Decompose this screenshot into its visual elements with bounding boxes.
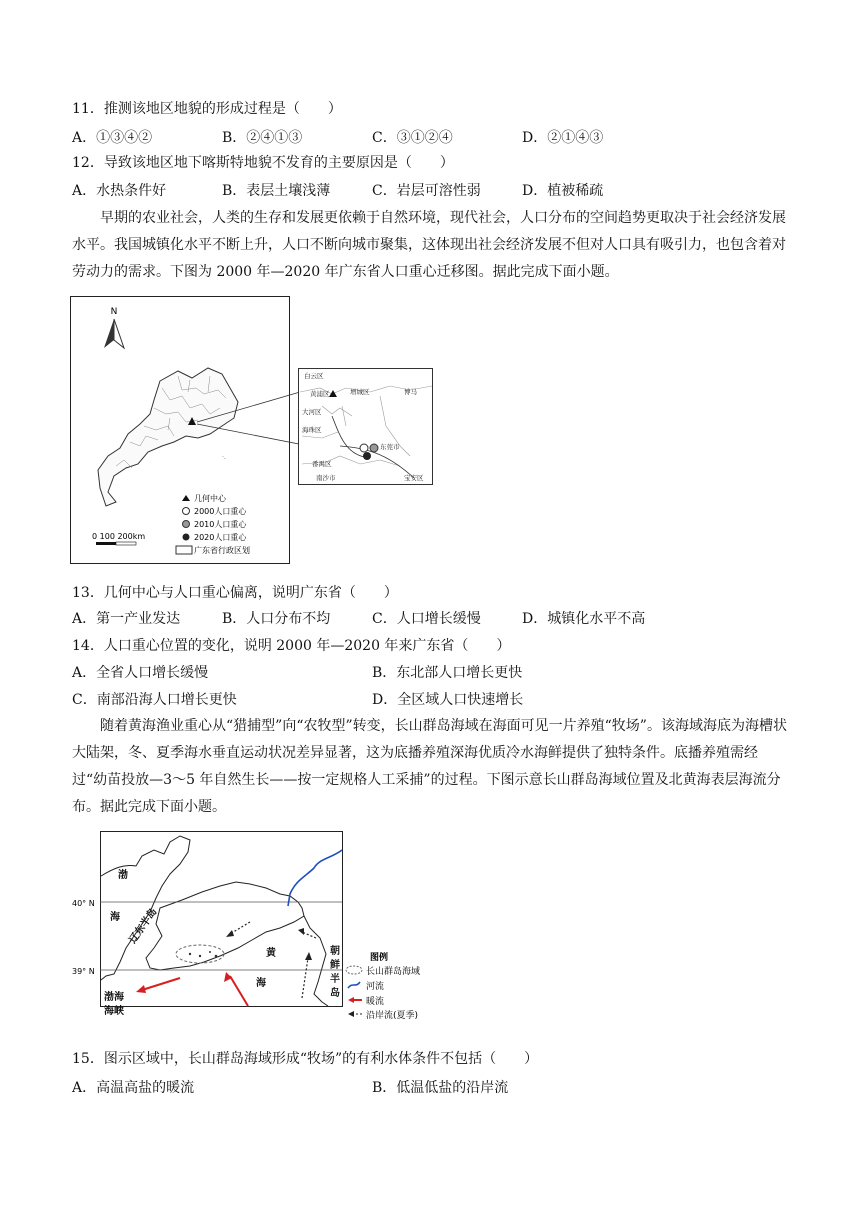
svg-text:黄: 黄 — [266, 948, 276, 959]
q12-stem: 12．导致该地区地下喀斯特地貌不发育的主要原因是（ ） — [72, 155, 454, 171]
inset-2020-marker — [363, 452, 371, 460]
q13-option-a: A．第一产业发达 — [72, 611, 181, 627]
svg-text:黄浦区: 黄浦区 — [310, 390, 330, 398]
svg-text:海峡: 海峡 — [104, 1006, 124, 1017]
svg-text:40° N: 40° N — [72, 899, 95, 908]
svg-text:半: 半 — [330, 974, 340, 985]
inset-2000-marker — [360, 444, 368, 452]
q14-stem: 14．人口重心位置的变化，说明 2000 年—2020 年来广东省（ ） — [72, 638, 511, 654]
svg-text:2010人口重心: 2010人口重心 — [194, 520, 247, 529]
svg-text:0 100 200km: 0 100 200km — [92, 532, 146, 541]
q13-option-b: B．人口分布不均 — [222, 611, 331, 627]
q15-option-a: A．高温高盐的暖流 — [72, 1080, 195, 1096]
svg-text:博马: 博马 — [404, 388, 417, 396]
svg-text:白云区: 白云区 — [304, 372, 324, 380]
legend-2000-icon — [183, 508, 190, 515]
svg-text:图例: 图例 — [370, 953, 389, 963]
svg-text:39° N: 39° N — [72, 967, 95, 976]
svg-text:2020人口重心: 2020人口重心 — [194, 533, 247, 542]
svg-text:辽东半岛: 辽东半岛 — [127, 906, 160, 946]
q15-stem: 15．图示区域中，长山群岛海域形成“牧场”的有利水体条件不包括（ ） — [72, 1051, 539, 1067]
passage-population: 早期的农业社会，人类的生存和发展更依赖于自然环境，现代社会，人口分布的空间趋势更取决于社会经济发展水平。我国城镇化水平不断上升，人口不断向城市聚集，这体现出社会经济发展不但对人口具有吸引力，也包含着对劳动力的需求。下图为 2000 年—2020 年广东省人口重心迁移图。据此完成下面小题。 — [72, 210, 786, 280]
svg-text:沿岸流(夏季): 沿岸流(夏季) — [366, 1011, 419, 1021]
svg-text:东莞市: 东莞市 — [380, 443, 400, 451]
map2-legend — [346, 951, 420, 1021]
svg-text:N: N — [110, 307, 118, 317]
q11-option-d: D．②①④③ — [522, 130, 604, 146]
q14-option-d: D．全区域人口快速增长 — [372, 692, 524, 708]
q11-stem: 11．推测该地区地貌的形成过程是（ ） — [72, 101, 342, 117]
svg-text:2000人口重心: 2000人口重心 — [194, 507, 247, 516]
q13-option-c: C．人口增长缓慢 — [372, 611, 481, 627]
svg-text:南沙市: 南沙市 — [316, 474, 336, 482]
svg-text:·.: ·. — [222, 454, 226, 461]
q11-option-b: B．②④①③ — [222, 130, 303, 146]
svg-text:鲜: 鲜 — [330, 960, 340, 971]
yellow-sea-current-map — [70, 828, 450, 1021]
legend-2020-icon — [183, 534, 190, 541]
q12-option-d: D．植被稀疏 — [522, 183, 604, 199]
guangdong-population-map — [70, 296, 434, 566]
legend-2010-icon — [183, 521, 190, 528]
legend-river-icon — [348, 982, 360, 988]
svg-text:渤: 渤 — [118, 870, 128, 881]
svg-text:河流: 河流 — [366, 982, 385, 992]
svg-text:几何中心: 几何中心 — [194, 494, 226, 503]
q12-option-b: B．表层土壤浅薄 — [222, 183, 331, 199]
svg-text:广东省行政区划: 广东省行政区划 — [194, 546, 250, 555]
svg-text:海: 海 — [256, 978, 266, 989]
svg-text:增城区: 增城区 — [350, 388, 370, 396]
inset-2010-marker — [370, 444, 378, 452]
svg-text:渤海: 渤海 — [104, 992, 124, 1003]
svg-text:长山群岛海域: 长山群岛海域 — [366, 967, 421, 977]
legend-islands-icon — [346, 966, 362, 974]
q11-option-a: A．①③④② — [72, 130, 153, 146]
inset-map — [299, 369, 433, 485]
q13-stem: 13．几何中心与人口重心偏离，说明广东省（ ） — [72, 585, 398, 601]
passage-fishery: 随着黄海渔业重心从“猎捕型”向“农牧型”转变，长山群岛海域在海面可见一片养殖“牧场”。该海域海底为海槽状大陆架，冬、夏季海水垂直运动状况差异显著，这为底播养殖深海优质冷水海鲜提供了独特条件。底播养殖需经过“幼苗投放—3～5 年自然生长——按一定规格人工采捕”的过程。下图示意长山群岛海域位置及北黄海表层海流分布。据此完成下面小题。 — [72, 718, 787, 815]
map2-frame — [101, 832, 343, 1007]
svg-text:番禺区: 番禺区 — [312, 460, 332, 468]
q15-option-b: B．低温低盐的沿岸流 — [372, 1080, 509, 1096]
q11-option-c: C．③①②④ — [372, 130, 453, 146]
svg-text:朝: 朝 — [330, 946, 340, 957]
svg-text:大河区: 大河区 — [302, 408, 322, 416]
q13-option-d: D．城镇化水平不高 — [522, 611, 646, 627]
q12-option-a: A．水热条件好 — [72, 183, 167, 199]
svg-text:暖流: 暖流 — [366, 997, 385, 1007]
q14-option-c: C．南部沿海人口增长更快 — [72, 692, 237, 708]
q14-option-b: B．东北部人口增长更快 — [372, 665, 523, 681]
q12-option-c: C．岩层可溶性弱 — [372, 183, 481, 199]
svg-text:海珠区: 海珠区 — [302, 426, 322, 434]
svg-text:宝安区: 宝安区 — [404, 474, 424, 482]
svg-text:海: 海 — [110, 912, 120, 923]
q14-option-a: A．全省人口增长缓慢 — [72, 665, 209, 681]
svg-text:岛: 岛 — [330, 988, 340, 999]
